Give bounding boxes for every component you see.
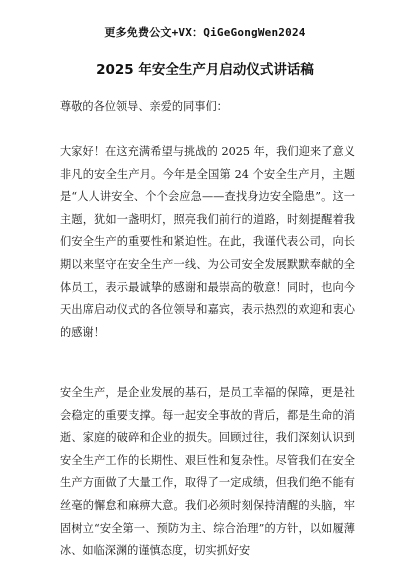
document-title: 2025 年安全生产月启动仪式讲话稿 [96,62,314,78]
salutation: 尊敬的各位领导、亲爱的同事们： [60,100,228,113]
watermark-text: 更多免费公文+VX：QiGeGongWen2024 [104,26,306,39]
paragraph-2: 安全生产，是企业发展的基石，是员工幸福的保障，更是社会稳定的重要支撑。每一起安全事故的背后，都是生命的消逝、家庭的破碎和企业的损失。回顾过往，我们深刻认识到安全生产工作的长期性、艰巨性和复杂性。尽管我们在安全生产方面做了大量工作，取得了一定成绩，但我们绝不能有丝毫的懈怠和麻痹大意。我们必须时刻保持清醒的头脑，牢固树立“安全第一、预防为主、综合治理”的方针，以如履薄冰、如临深渊的谨慎态度，切实抓好安 [60,386,355,558]
paragraph-1: 大家好！在这充满希望与挑战的 2025 年，我们迎来了意义非凡的安全生产月。今年是全国第 24 个安全生产月，主题是“人人讲安全、个个会应急——查找身边安全隐患”。这一主题，犹如一盏明灯，照亮我们前行的道路，时刻提醒着我们安全生产的重要性和紧迫性。在此，我谨代表公司，向长期以来坚守在安全生产一线、为公司安全发展默默奉献的全体员工，表示最诚挚的感谢和最崇高的敬意！同时，也向今天出席启动仪式的各位领导和嘉宾，表示热烈的欢迎和衷心的感谢！ [60,145,355,339]
